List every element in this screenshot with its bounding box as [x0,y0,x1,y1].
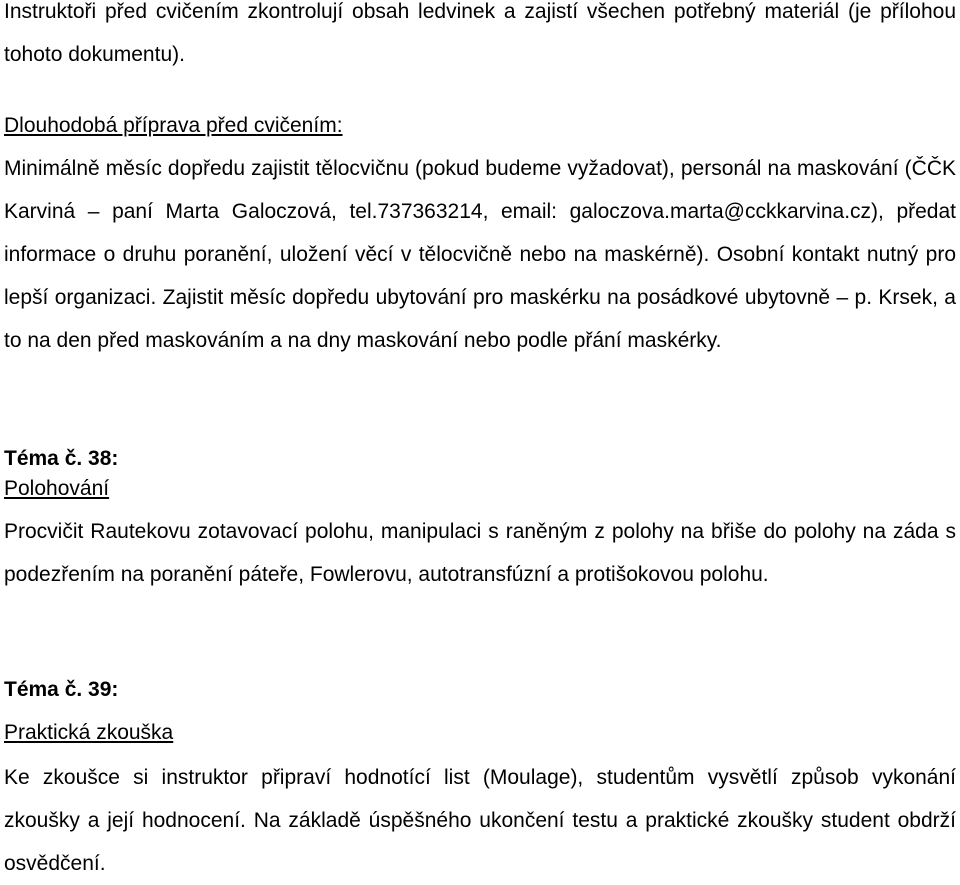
preparation-paragraph: Minimálně měsíc dopředu zajistit tělocvičnu (pokud budeme vyžadovat), personál na maskování (ČČK Karviná – paní Marta Galoczová, tel.737363214, email: galoczova.marta@cckkarvina.cz), předat informace o druhu poranění, uložení věcí v tělocvičně nebo na maskérně). Osobní kontakt nutný pro lepší organizaci. Zajistit měsíc dopředu ubytování pro maskérku na posádkové ubytovně – p. Krsek, a to na den před maskováním a na dny maskování nebo podle přání maskérky. [4,157,956,352]
topic-38-title: Polohování [4,477,110,500]
intro-paragraph: Instruktoři před cvičením zkontrolují obsah ledvinek a zajistí všechen potřebný materiál (je přílohou tohoto dokumentu). [4,0,956,66]
topic-39-number: Téma č. 39: [4,678,119,701]
topic-38-paragraph: Procvičit Rautekovu zotavovací polohu, manipulaci s raněným z polohy na břiše do polohy na záda s podezřením na poranění páteře, Fowlerovu, autotransfúzní a protišokovou polohu. [4,520,956,586]
preparation-heading: Dlouhodobá příprava před cvičením: [4,114,343,137]
topic-39-paragraph: Ke zkoušce si instruktor připraví hodnotící list (Moulage), studentům vysvětlí způsob vykonání zkoušky a její hodnocení. Na základě úspěšného ukončení testu a praktické zkoušky student obdrží osvědčení. [4,766,956,875]
topic-39-title: Praktická zkouška [4,721,174,744]
topic-38-number: Téma č. 38: [4,447,119,470]
